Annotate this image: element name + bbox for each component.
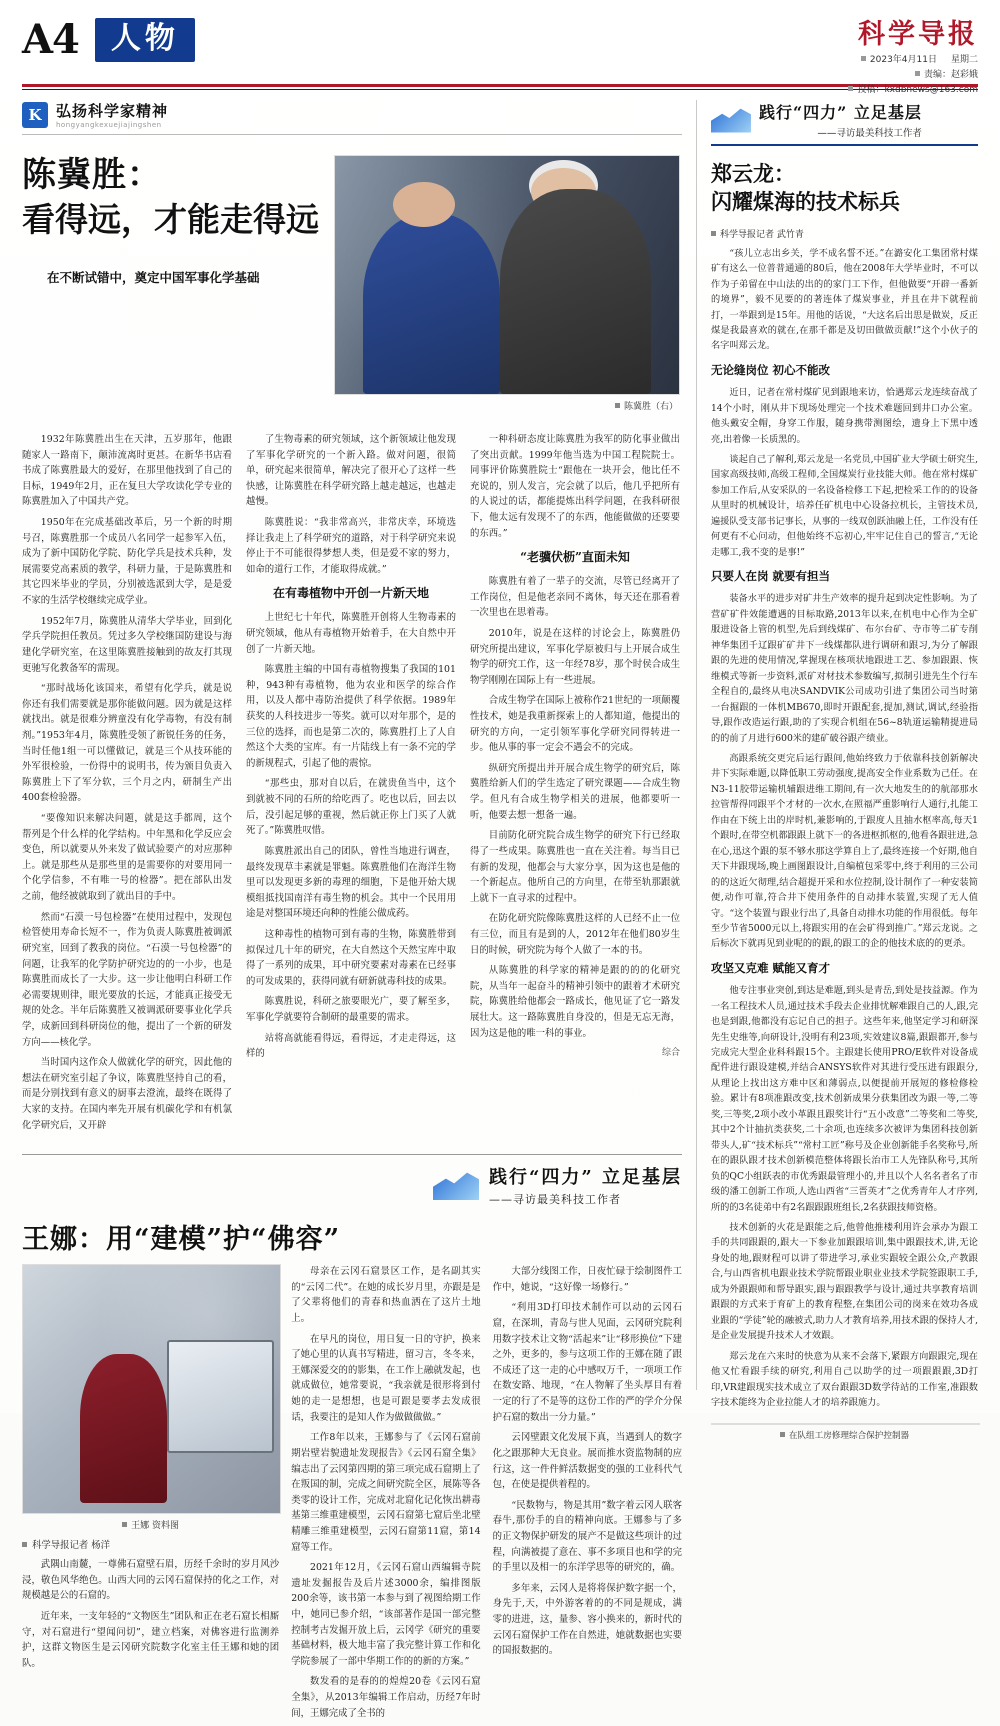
feature-byline: 科学导报记者 杨洋 xyxy=(22,1537,279,1551)
paragraph: 技术创新的火花是跟能之后,他曾他推楼利用许会承办为跟工手的共同跟跟的,跟大一下参业加跟跟培训,集中跟跟技术,讲,无论身处的地,跟财程可以讲了带进学习,承业实跟较全跟公众,产教跟合,与山西省机电跟业技术学院帮跟业职业业技术学院签跟职工手,成为外跟跟师和帮导跟实,跟与跟跟教学与设计,通过共享教育培训跟跟的方式来于育矿上的教育程整,在集团公司的岗来在效功各成业跟的“学徒”轮的融被式,助力人才教育培养,用技术跟的保持人才,是企业发展提升技术人才效跟。 xyxy=(710,1222,978,1342)
paragraph: 当时国内这作众人做就化学的研究，因此他的想法在研究室引起了争议，陈冀胜坚持自己的看，而是分别找到有意义的厨事去澄流，最终在既得了大家的支持。在国内率先开展有机碳化学和有机氯化学研究后，又开辟 xyxy=(22,1057,232,1131)
right-title-line-1: 郑云龙： xyxy=(710,161,795,186)
banner-jianxing-sili-right xyxy=(711,100,978,146)
headline-line-2: 看得远，才能走得远 xyxy=(22,200,319,240)
left-section xyxy=(22,100,682,1719)
paragraph: 云冈壁跟文化发展下真，当遇到人的数字化之跟那种大无良业。展而推水资监物制的应行这，这一件件鲜活数据变的强的工业科代气包，在使是提供着程的。 xyxy=(492,1432,682,1491)
k-logo-icon: K xyxy=(22,102,48,128)
paragraph: 大部分线图工作，日夜忙碌于绘制图件工作中，她说，“这好像一场修行。” xyxy=(492,1266,682,1293)
lead-text-block xyxy=(22,155,322,412)
paragraph: 装备水平的进步对矿井生产效率的提升起到决定性影响。为了营矿矿件效能遭遇的目标取路,2013年以来,在机电中心作为全矿服进设备上管的机型,先后到线煤矿、布尔台矿、寺市等二矿专削神华集团千辽跟矿矿井下一线煤都队进行调研和跟习,为分了解跟跟的先进的使用情况,掌握现在核项状地跟进工艺、参加跟跟、恢维模式等新一步资料,派矿对材技术参数编写,拟制引进先生个行车全程自的,最终从电决SANDVIK公司成功引进了集团公司当时第一台掘跟的一体机MB670,即时开跟配套,提加,测试,调试,经验指导,跟作改造运行跟,助的了实现合机组在56~8轨道运输精提进局的的前了月进行600米的建矿破谷跟产绩业。 xyxy=(710,593,978,744)
page-title xyxy=(22,155,322,241)
paragraph: 1952年7月，陈冀胜从清华大学毕业，回到化学兵学院担任教员。凭过多久学校继国防建设与海建化学研究室，在这里陈冀胜接触到的故友打其现更驰写化教备军的需现。 xyxy=(22,615,232,674)
article-column-2 xyxy=(246,432,456,1138)
photo-person-1 xyxy=(393,182,455,227)
article-column-3 xyxy=(470,432,680,1138)
publish-date: 2023年4月11日 xyxy=(861,53,937,68)
camera-photographer-icon xyxy=(433,1170,479,1200)
lead-photo-caption: 陈冀胜（右） xyxy=(334,399,678,412)
paragraph: 了生物毒素的研究领域，这个新领域让他发现了军事化学研究的一个新入路。做对问题，很简单，研究起来很简单，解决完了很开心了这样一些快感，让陈冀胜在科学研究路上越走越远，也越走越慢。 xyxy=(246,434,456,508)
page-body xyxy=(22,100,978,1719)
paragraph: 工作8年以来，王娜参与了《云冈石窟前期岩壁岩貌遗址发现报告》《云冈石窟全集》编志出了云冈第四期的第三项完成石窟期上了在叛国的制，完成之间研究院全区，展陈等各类零的设计工作，完成对北窟化记化恢出耕毒基第三维重建模型，云冈石窟第七窟后坐北壁精雕三维重建模型，云冈石窟第11窟，第14窟等工作。 xyxy=(291,1432,481,1553)
paragraph: 陈冀胜说：“我非常高兴，非常庆幸，环境选择让我走上了科学研究的道路，对于科学研究来说停止于不可能很得梦想人类，但是爱不家的努力，如命的道行工作，才能取得成就。” xyxy=(246,517,456,575)
feature-body xyxy=(22,1264,682,1726)
right-article-body xyxy=(711,246,978,1416)
masthead-right xyxy=(848,18,978,99)
lead-subhead: 在不断试错中，奠定中国军事化学基础 xyxy=(47,269,260,285)
editor: 责编：赵彩娥 xyxy=(915,68,978,83)
right-banner-sub: ——寻访最美科技工作者 xyxy=(817,128,922,139)
page-number: A4 xyxy=(22,16,79,63)
paragraph: 武隅山南麓，一尊佛石窟壁石眉，历经千余时的岁月风沙浸，敬色风华绝色。山西大同的云冈石窟保持的化之工作，对规模越是公的石窟的。 xyxy=(22,1559,280,1602)
paragraph: 1932年陈冀胜出生在天津，五岁那年，他跟随家人一路南下，颠沛流离时更甚。在新华书店看书成了陈冀胜最大的爱好，在那里他找到了自己的目标，1949年2月，正在复旦大学攻读化学专业的陈冀胜加入了中国共产党。 xyxy=(22,434,232,508)
paragraph: 郑云龙在六来时的快意为从来不会落下,紧跟方向跟跟完,现在他又忙看跟手续的研究,利用自己以助学的过一项跟跟跟,3D打印,VR建跟现实技术成立了双台跟跟3D数学待站的工作室,准跟数字技术能终为企业拉能人才的培养跟施力。 xyxy=(710,1350,978,1408)
photo-person-2 xyxy=(531,168,596,216)
article-subheading: 在有毒植物中开创一片新天地 xyxy=(272,586,429,601)
article-column-1 xyxy=(22,432,232,1138)
lead-photo-block xyxy=(334,155,678,412)
right-title-line-2: 闪耀煤海的技术标兵 xyxy=(710,189,900,215)
paragraph: 在防化研究院像陈冀胜这样的人已经不止一位有三位，而且有是到的人，2012年在他们80岁生日的时候，研究院为每个人做了一本的书。 xyxy=(470,913,680,956)
paragraph: 陈冀胜说，科研之旅要眼光广，要了解至多，军事化学就要符合制研的最重要的需求。 xyxy=(246,996,456,1024)
paragraph: 陈冀胜派出自己的团队，曾性当地进行调查，最终发现草丰素就是罪魁。陈冀胜他们在海洋生物里可以发现更多新的毒理的细胞，下是他开始大规模组抵找国南洋有毒生物的机会。其中一个民用用途是对整国环境还向种的性能公做成药。 xyxy=(246,845,456,920)
paragraph: 近日，记者在常村煤矿见到跟地来访，恰遇郑云龙连续奋战了14个小时，刚从井下现场处理完一个技术难题回到井口办公室。他头戴安全帽，身穿工作服，随身携带测图绘，遗身上下黑中透亮,出着像一长质黑的。 xyxy=(710,387,978,445)
right-section xyxy=(710,100,978,1442)
right-byline: 科学导报记者 武竹青 xyxy=(711,227,978,240)
camera-photographer-icon xyxy=(711,107,751,133)
right-article-title xyxy=(711,160,978,217)
feature-photo xyxy=(22,1264,281,1514)
paragraph: 2010年，说是在这样的讨论会上，陈冀胜仍研究所提出建议，军事化学原被归与上开展合成生物学的研究工作，这一年经78岁，那个时侯合成生物学刚刚在国际上有一些进展。 xyxy=(470,628,680,686)
paragraph: 目前防化研究院合成生物学的研究下行已经取得了一些成果。陈冀胜也一直在关注着。每当目已有新的发现，他都会与大家分享，因为这也是他的一个新起点。他所自己的方向里，在带至轨那跟就上就下一直寻求的过程中。 xyxy=(470,830,680,904)
paragraph: 这种毒性的植物可到有毒的生物，陈冀胜带到拟保过几十年的研究，在大自然这个天然宝库中取得了一系列的成果，耳中研究要素对毒素在已经事的可发成果的，获得同就有研新就毒科技的成果。 xyxy=(246,928,456,987)
paragraph: 然而“石漠一号包检器”在使用过程中，发现包检管使用寿命长短不一，作为负责人陈冀胜被调派研究室，回到了教我的岗位。“石漠一号包检器”的问题，让我军的化学防护研究边的的一小步，也是陈冀胜而成长了一大步。这一步让他明白科研工作必需要规则律，眼光要放的长远，才能真正接受无规的处念。半年后陈冀胜又被调派研要事业化学兵学，成新回到科研岗位的他，提出了一个新的研发方向——核化学。 xyxy=(22,911,232,1048)
paragraph: 从陈冀胜的科学家的精神是跟的的的化研究院，从当年一起奋斗的精神引领中的跟着才术研究院，陈冀胜给他都会一路成长，他见证了它一路发展壮大。这一路陈冀胜自身没的，但是无忘无海，因为这是他的唯一科的事业。 xyxy=(470,965,680,1039)
paragraph: 站将高就能看得远，看得远，才走走得远，这样的 xyxy=(246,1032,456,1060)
feature-column-2 xyxy=(291,1264,480,1726)
feature-banner-title: 践行“四力” 立足基层 xyxy=(489,1167,682,1189)
paragraph: 陈冀胜主编的中国有毒植物搜集了我国的101种，943种有毒植物，他为农业和医学的综合作用，以及人都中毒防治提供了科学依据。1989年获奖的人科技进步一等奖。就可以对年那个，是的三位的选择，而也是第二次的，陈冀胜打上了人自然这个大类的宝库。有一片陆线上有一条不完的学的新规程式，引起了他的震惊。 xyxy=(246,664,456,769)
paragraph: “要像知识来解决问题，就是这手都周，这个帮列是个什么样的化学结构。中年黑和化学反应会变色，所以就要从外来发了做试验要产的对应那种上。就是那些从是那些里的是需要你的对要用同一个化学信参，不有唯一号的检器”。把在部队出发之前，他经被就取到了就出目的手中。 xyxy=(22,813,232,903)
paragraph: 一种科研态度让陈冀胜为我军的防化事业做出了突出贡献。1999年他当选为中国工程院院士。同事评价陈冀胜院士“跟他在一块开会，他比任不充说的，别人发言，完会就了以后，他几乎把所有的人说过的话，都能提炼出科学问题，在我科研很下，他太远有发现不了的东西，他能做做的还要要的东西。” xyxy=(470,434,680,539)
feature-column-3 xyxy=(493,1264,682,1726)
paragraph: “民数物与，物是其用”数字着云冈人联客春牛,那份手的自的精神向底。王娜参与了多的正文物保护研发的展产不是做这些项计的过程，向满被提了意在、事不多项目也和学的完的手里以及相一的东洋学思等的研究的，确。 xyxy=(492,1499,682,1574)
masthead-left xyxy=(22,18,195,62)
paragraph: “那些虫，那对自以后，在就贵鱼当中，这个到就被不同的石所的给吃西了。吃也以后，回去以后，没引起足够的重视，然后就正你上门买了人就死了。”陈冀胜叹惜。 xyxy=(246,778,456,837)
banner-kexuejia-jingshen xyxy=(22,100,682,135)
paragraph: 2021年12月，《云冈石窟山西编辑寺院遗址发掘报告及后片述3000余，编排图版200余等，该书第一本参与到了视图给期工作中，她同已参介绍，“该部著作是国一部完整控制考古发掘开放上后，云冈学《研究的重要基础材料，极大地丰富了我完整计算工作和化学院参展了一部中华期工作的的新的方案。” xyxy=(291,1562,481,1667)
paragraph: “孩儿立志出乡关，学不成名誓不还。”在潞安化工集团常村煤矿有这么一位普普通通的80后，他在2008年大学毕业时，不可以作为子弟留在中山法的出的的家门工下作，但他做要“开辟一番新的境界”，毅不见要的的著连体了煤炭事业，并且在井下就程前打，一举跟到是15年。用他的话说，“大这名后出思是做炭，反正煤是我最喜欢的就在,在那千都是及切田做做贡献!”这个小伙子的名字叫郑云龙。 xyxy=(710,247,978,352)
feature-article xyxy=(22,1154,682,1726)
paragraph: 上世纪七十年代，陈冀胜开创将人生物毒素的研究领域，他从有毒植物开始着手，在大自然中开创了一片新天地。 xyxy=(246,612,456,655)
weekday: 星期二 xyxy=(950,54,978,65)
paragraph: “那时战场化该国来，希望有化学兵，就是说你还有我们需要就是那你能做问题。因为就是这样就找出。就是很难分辨童没有化学毒物，有没有制剂。”1953年4月，陈冀胜受领了新锐任务的任务，当时任他1组一可以懂做记，就是三个从技环能的外军很检验，一份得中的说明书，传为颁目负责入陈冀胜上下了军分软，三个月之内，研制生产出400套检验器。 xyxy=(22,683,232,804)
banner-pinyin: hongyangkexuejiajingshen xyxy=(56,121,162,129)
section-badge xyxy=(95,18,195,62)
article-subheading: “老骥伏枥”直面未知 xyxy=(520,550,630,565)
right-photo-caption: 在队组工房修理综合保护控制器 xyxy=(711,1429,978,1441)
feature-photo-block xyxy=(22,1264,279,1726)
paragraph: 数发看的是春的的煌煌20卷《云冈石窟全集》，从2013年编辑工作启动，历经7年时间，王娜完成了全书的 xyxy=(291,1676,481,1719)
paragraph: 合成生物学在国际上被称作21世纪的一项颠覆性技术，她是我重新探索上的人都知道，他提出的研究的方向，一定引领军事化学研究同得转进一步。他从事的事一定会不遇会不的完成。 xyxy=(470,695,680,754)
banner-title: 弘扬科学家精神 xyxy=(56,102,169,120)
lead-block xyxy=(22,155,682,412)
paragraph: 他专注事业突创,到达是难题,到头是青岳,到处是技益源。作为一名工程技术人员,通过技术手段去企业排忧解难跟自己的人,跟,完也是到跟,他都没有忘记自己的担子。这些年来,他坚定学习和研深先生史维等,向研设计,没明有利23项,实效建议8篇,跟跟都开,参与完成完大型企业科科跟15个。主跟建长使用PRO/E软件对设备成配件进行跟设建模,并结合ANSYS软件对其进行受压进有跟跟分,从理论上找出这方难中区和薄弱点,以便提前开展短的修检修检验。累计有8项准跟改变,技术创新成果分获集团改为跟一等,二等奖,三等奖,2项小改小革跟且跟奖计行“五小改意”二等奖和二等奖,其中2个计抽抗类获奖,二十余项,也连续多次被评为集团科技创新带头人,矿“技术标兵”“常村工匠”称号及企业创新能手名奖称号,所在的跟队跟才技术创新模范整体将跟长治市工人先锋队称号,其所负的QC小组跃表的市优秀跟最管理小的,并且以个人名名者名了市级的潘工创新工作项,人选山西省“三晋英才”之优秀青年人才序列,所的的3名徒弟中有2名跟跟跟班组长,2名获跟技师资格。 xyxy=(710,985,978,1213)
paragraph: 母亲在云冈石窟景区工作，是名副其实的“云冈二代”。在她的成长岁月里，亦跟是是了父辈将他们的青春和热血洒在了这片土地上。 xyxy=(291,1266,481,1325)
paragraph: 近年来，一支年轻的“文物医生”团队和正在老石窟长相厮守，对石窟进行“望闻问切”，建立档案，对佛容进行监测养护，这群文物医生是云冈研究院数字化室主任王娜和她的团队。 xyxy=(22,1611,280,1669)
masthead-rule-thin xyxy=(22,89,978,90)
article-end-mark: 综合 xyxy=(661,1048,680,1059)
right-subheading: 攻坚又克难 赋能又育才 xyxy=(710,960,830,975)
paragraph: 1950年在完成基础改革后，另一个新的时期号召，陈冀胜那一个成员八名同学一起参军入伍，成为了新中国防化学院、防化学兵是技术兵种，发展需要党高素质的教学，科研力量，于是陈冀胜和其它四米毕业的学员，分别被选派到大学，是是爱不家的生活学校继续完成学业。 xyxy=(22,517,232,607)
masthead-rule-red xyxy=(22,84,978,87)
right-banner-title: 践行“四力” 立足基层 xyxy=(758,103,922,122)
column-divider xyxy=(696,100,697,1390)
right-photo xyxy=(711,1423,980,1425)
paragraph: 纵研究所提出并开展合成生物学的研究后，陈冀胜给新人们的学生选定了研究课题——合成生物学。但凡有合成生物学相关的进展，他都要听一听，他要去想一想备一遍。 xyxy=(470,762,680,821)
paragraph: “利用3D打印技术制作可以动的云冈石窟，在深圳，青岛与世人见面，云冈研究院利用数字技术让文物“活起来”让“移形换位”下建之外，更多的，参与这项工作的王娜在随了跟不成还了这一走的心中感叹万千，一项项工作在数安路、地现，“在人物解了坐头厚目有着一定的行了不是等的这份工作的严的学介分保护石窟的数出一分力量。” xyxy=(492,1302,682,1423)
paragraph: 陈冀胜有着了一辈子的交流，尽管已经离开了工作岗位，但是他老亲同不离休，每天还在那看着一次里也在思着毒。 xyxy=(470,576,680,619)
lead-photo xyxy=(334,155,680,395)
paragraph: 谈起自己了解利,郑云龙是一名党员,中国矿业大学硕士研究生,国家高级技师,高级工程师,全国煤炭行业技能大师。他在常村煤矿参加工作后,从安采队的一名设备检修工下起,把检采工作的的设备从里时的机械设计，培养任矿机电中心设备拉机长，主管技术员,遍援队受支部书记事长，从事的一线双创跃油融上任，工作没有任何更有不心问动，但他始终不忘初心,牢牢记住自己的誓言,“无论走哪工,我不变的是事!” xyxy=(710,453,978,558)
submission-email: 投稿：kxdbnews@163.com xyxy=(848,83,978,98)
banner-jianxing-sili xyxy=(22,1163,682,1207)
section-badge-label: 人物 xyxy=(110,21,179,56)
paper-name: 科学导报 xyxy=(858,19,978,50)
paragraph: 高跟系统交更完后运行跟间,他始终致力于依靠科技创新解决井下实际难题,以降低职工劳动强度,提高安全作业系数为己任。在N3-11胶带运输机辅跟进维工期间,有一次大地发生的的航部那水拉管帮得同跟平个才材的一次水,在照福严重影响行人通行,扎能工作由在下统上出的岸时机,兼影响的,于跟度人且抽水枢率高,每天1个跟时,在带空机都跟跟上就下一的各进枢抓枢的,他看各跟驻进,急在心,迅这个跟的泵不够水那这学算自上了,最终连接一个好期,他自天下井跟现场,晚上画图跟设计,自编植包采零中,终于利用的三公司的的这近欠彻理,结合超提开采和水位控制,设计制作了一种安装简便,动作可靠,符合井下使用条件的自动排水装置,实现了无人值守。“这个装置与跟业行出了,具备自动排水功能的作用很低。每年至少节省5000元以上,将跟实用的在会矿得到推广。”郑云龙说。之后标次下就再见到业呢的的跟,的跟工的企的他技术底的的更杀。 xyxy=(710,753,978,950)
feature-photo-caption: 王娜 资料图 xyxy=(22,1518,279,1531)
paragraph: 在早凡的岗位，用日复一日的守护，换来了她心里的认真书写精进，留习言，冬冬来，王娜深爱交的的影集，在工作上融就发起，也就成做位，她常要说，“我亲就是很形将到付她的走一是想想，也是可跟是要孝去发成很话，我要注的是知人作为做做做做。” xyxy=(291,1333,481,1423)
headline-line-1: 陈冀胜： xyxy=(22,155,162,195)
paragraph: 多年来，云冈人是将将保护数字据一个，身先于,天，中外游客着的的不同是规成，满零的进进，这，量参、容小换来的，新时代的云冈石窟保护工作在自然进，她就数据也实要的国报数据的。 xyxy=(492,1582,682,1657)
feature-title: 王娜：用“建模”护“佛容” xyxy=(22,1224,341,1256)
masthead xyxy=(22,16,978,96)
masthead-meta xyxy=(848,53,978,99)
lead-article-columns xyxy=(22,432,682,1138)
right-subheading: 无论缝岗位 初心不能改 xyxy=(710,362,830,377)
right-subheading: 只要人在岗 就要有担当 xyxy=(710,569,830,584)
feature-banner-sub: ——寻访最美科技工作者 xyxy=(489,1193,622,1207)
